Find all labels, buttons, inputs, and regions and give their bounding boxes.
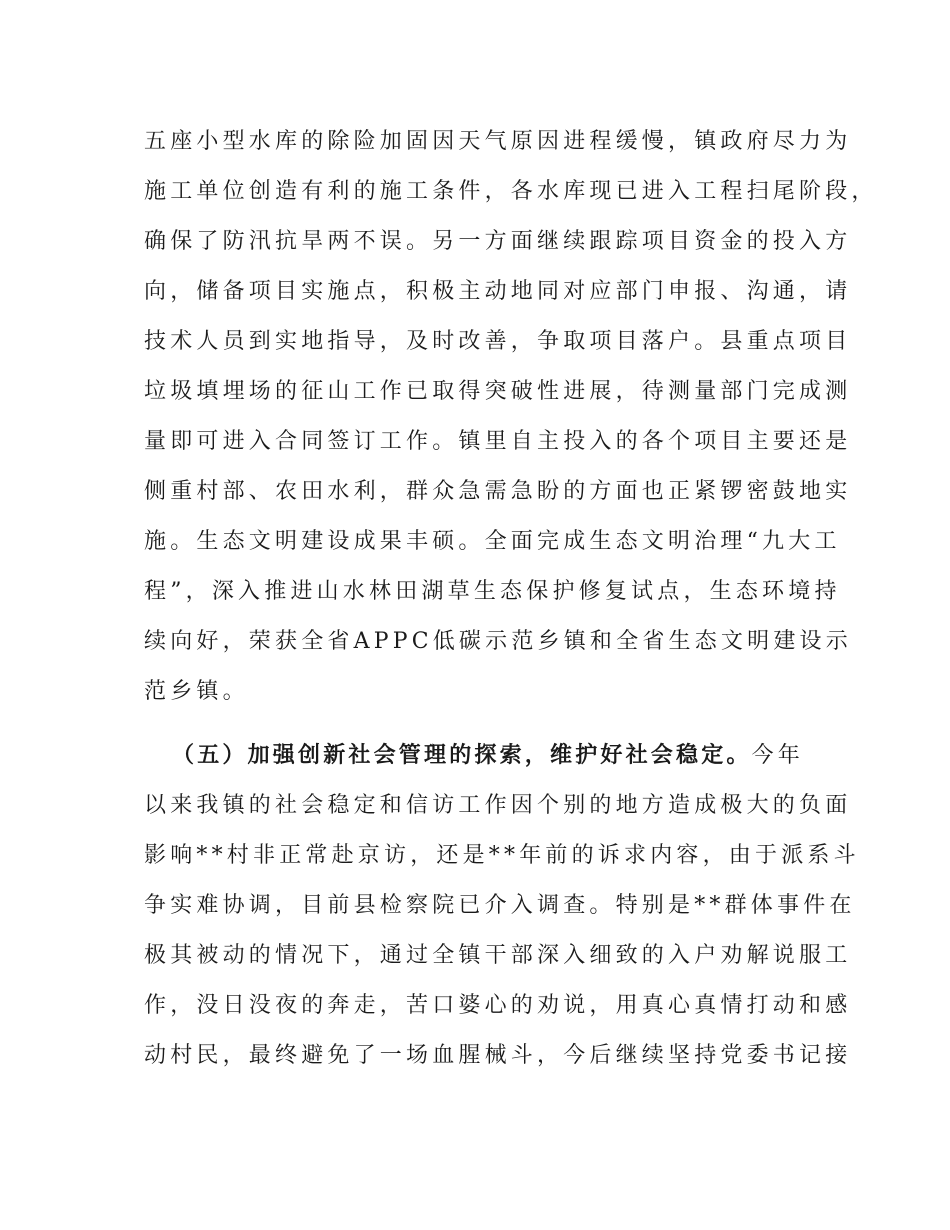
paragraph-2-line-6: 作，没日没夜的奔走，苦口婆心的劝说，用真心真情打动和感 — [144, 993, 852, 1018]
paragraph-1-line-12: 范乡镇。 — [144, 679, 249, 704]
paragraph-1-line-6: 垃圾填埋场的征山工作已取得突破性进展，待测量部门完成测 — [144, 379, 852, 404]
paragraph-2-first-line-rest: 今年 — [751, 743, 805, 768]
paragraph-2-line-5: 极其被动的情况下，通过全镇干部深入细致的入户劝解说服工 — [144, 943, 852, 968]
paragraph-1-line-3: 确保了防汛抗旱两不误。另一方面继续跟踪项目资金的投入方 — [144, 229, 852, 254]
section-heading: （五）加强创新社会管理的探索，维护好社会稳定。 — [172, 743, 752, 768]
paragraph-1-line-2: 施工单位创造有利的施工条件，各水库现已进入工程扫尾阶段， — [144, 179, 878, 204]
paragraph-2-line-3: 影响**村非正常赴京访，还是**年前的诉求内容，由于派系斗 — [144, 843, 860, 868]
paragraph-1-line-1: 五座小型水库的除险加固因天气原因进程缓慢，镇政府尽力为 — [144, 129, 852, 154]
paragraph-2-line-7: 动村民，最终避免了一场血腥械斗，今后继续坚持党委书记接 — [144, 1043, 852, 1068]
paragraph-2-line-2: 以来我镇的社会稳定和信访工作因个别的地方造成极大的负面 — [144, 793, 852, 818]
paragraph-2-line-4: 争实难协调，目前县检察院已介入调查。特别是**群体事件在 — [144, 893, 856, 918]
paragraph-1-line-11: 续向好，荣获全省APPC低碳示范乡镇和全省生态文明建设示 — [144, 629, 852, 654]
paragraph-1-line-7: 量即可进入合同签订工作。镇里自主投入的各个项目主要还是 — [144, 429, 852, 454]
paragraph-1-line-8: 侧重村部、农田水利，群众急需急盼的方面也正紧锣密鼓地实 — [144, 479, 852, 504]
paragraph-1-line-10: 程”，深入推进山水林田湖草生态保护修复试点，生态环境持 — [144, 579, 841, 604]
paragraph-1-line-9: 施。生态文明建设成果丰硕。全面完成生态文明治理“九大工 — [144, 529, 841, 554]
paragraph-2-first-line — [172, 741, 804, 771]
paragraph-1-line-4: 向，储备项目实施点，积极主动地同对应部门申报、沟通，请 — [144, 279, 852, 304]
paragraph-1-line-5: 技术人员到实地指导，及时改善，争取项目落户。县重点项目 — [144, 329, 852, 354]
